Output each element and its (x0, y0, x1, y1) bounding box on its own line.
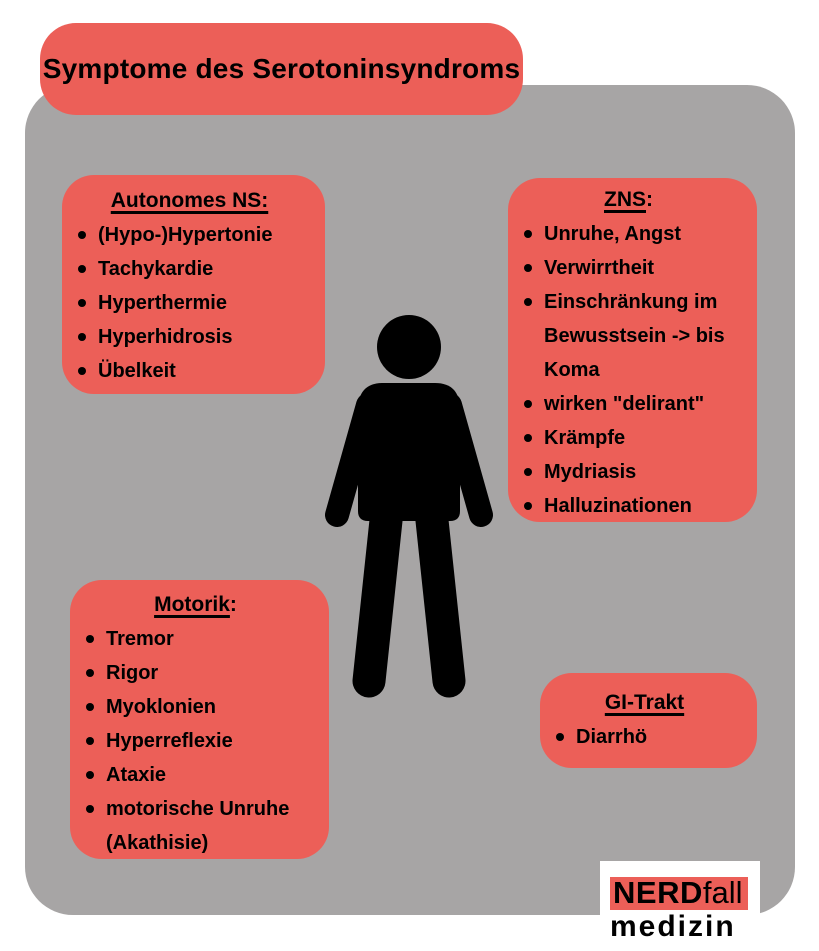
card-heading-suffix: : (646, 188, 653, 211)
card-heading-underlined-text: Motorik (154, 593, 230, 616)
card-heading-suffix: : (229, 593, 237, 616)
symptom-list-item: Hyperthermie (62, 286, 317, 320)
card-autonomes-ns (62, 175, 325, 394)
card-zns (508, 178, 757, 522)
card-heading-motorik (70, 588, 321, 622)
symptom-list-zns (508, 217, 749, 523)
symptom-list-item: Diarrhö (540, 720, 749, 754)
card-heading-underlined-text: Autonomes NS: (110, 189, 269, 212)
card-heading-underlined-text: ZNS (604, 188, 646, 211)
symptom-list-item: Halluzinationen (508, 489, 749, 523)
symptom-list-motorik (70, 622, 321, 860)
symptom-list-item: Verwirrtheit (508, 251, 749, 285)
logo-brand-bold: NERD (613, 875, 703, 910)
symptom-list-item: Tremor (70, 622, 321, 656)
symptom-list-item: Krämpfe (508, 421, 749, 455)
symptom-list-item: Myoklonien (70, 690, 321, 724)
nerdfall-logo (600, 861, 760, 951)
card-heading-autonomes-ns (62, 184, 317, 218)
card-heading-zns (508, 183, 749, 217)
nerdfall-logo-wordmark (610, 877, 748, 910)
symptom-list-item: (Hypo-)Hypertonie (62, 218, 317, 252)
card-gi-trakt (540, 673, 757, 768)
symptom-list-item: Übelkeit (62, 354, 317, 388)
person-silhouette-icon (323, 315, 495, 705)
symptom-list-item: Hyperreflexie (70, 724, 321, 758)
logo-subtitle: medizin (610, 910, 736, 943)
card-heading-underlined-text: GI-Trakt (604, 691, 685, 714)
symptom-list-item: Hyperhidrosis (62, 320, 317, 354)
card-motorik (70, 580, 329, 859)
symptom-list-item: Einschränkung im Bewusstsein -> bis Koma (508, 285, 749, 387)
symptom-list-autonomes-ns (62, 218, 317, 388)
symptom-list-item: wirken "delirant" (508, 387, 749, 421)
page-title: Symptome des Serotoninsyndroms (42, 53, 521, 84)
symptom-list-item: Ataxie (70, 758, 321, 792)
symptom-list-item: Rigor (70, 656, 321, 690)
title-banner (40, 23, 523, 115)
symptom-list-gi-trakt (540, 720, 749, 754)
symptom-list-item: Mydriasis (508, 455, 749, 489)
card-heading-gi-trakt (540, 686, 749, 720)
symptom-list-item: Unruhe, Angst (508, 217, 749, 251)
logo-brand-light: fall (702, 875, 743, 910)
symptom-list-item: motorische Unruhe (Akathisie) (70, 792, 321, 860)
symptom-list-item: Tachykardie (62, 252, 317, 286)
